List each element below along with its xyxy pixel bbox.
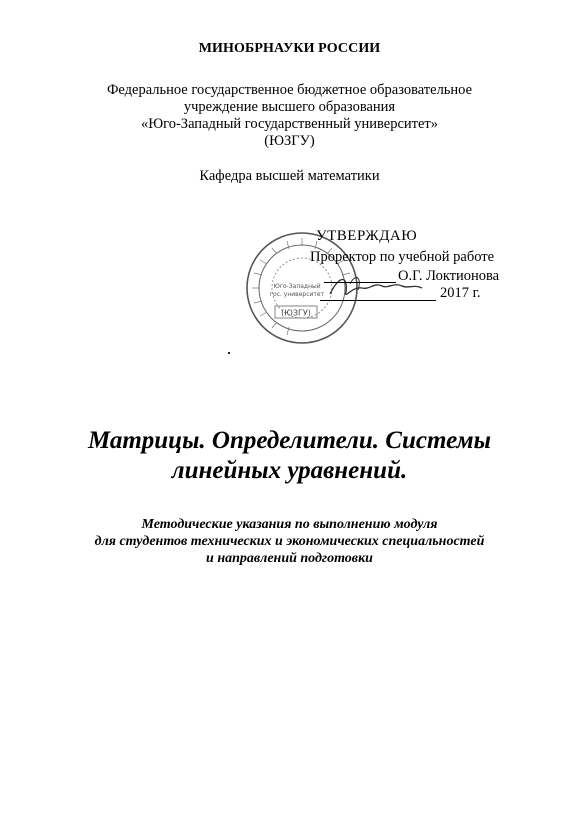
document-subtitle <box>0 516 579 567</box>
document-subtitle-line: для студентов технических и экономических специальностей <box>94 534 485 549</box>
document-title-line: линейных уравнений. <box>171 457 408 484</box>
svg-text:гос. университет: гос. университет <box>269 291 325 298</box>
signature-underline <box>324 282 396 283</box>
institution-line: «Юго-Западный государственный университет» <box>140 116 439 132</box>
document-title-line: Матрицы. Определители. Системы <box>87 427 492 454</box>
institution-line: Федеральное государственное бюджетное образовательное <box>106 82 473 98</box>
document-subtitle-line: Методические указания по выполнению модуля <box>141 517 438 532</box>
document-title <box>0 426 579 486</box>
department-name: Кафедра высшей математики <box>199 168 380 184</box>
approver-name: О.Г. Локтионова <box>398 268 500 284</box>
approve-title: УТВЕРЖДАЮ <box>316 228 418 244</box>
institution-line: (ЮЗГУ) <box>264 133 315 149</box>
document-subtitle-line: и направлений подготовки <box>206 551 373 566</box>
scan-dot <box>228 352 230 354</box>
approver-position: Проректор по учебной работе <box>310 249 495 265</box>
svg-text:Юго-Западный: Юго-Западный <box>273 283 321 290</box>
approval-year: 2017 г. <box>440 285 481 301</box>
approval-block <box>232 220 532 360</box>
ministry-heading: МИНОБРНАУКИ РОССИИ <box>198 41 381 56</box>
date-underline <box>320 300 436 301</box>
svg-text:(ЮЗГУ): (ЮЗГУ) <box>281 308 311 318</box>
institution-line: учреждение высшего образования <box>183 99 396 115</box>
institution-block <box>0 82 579 150</box>
